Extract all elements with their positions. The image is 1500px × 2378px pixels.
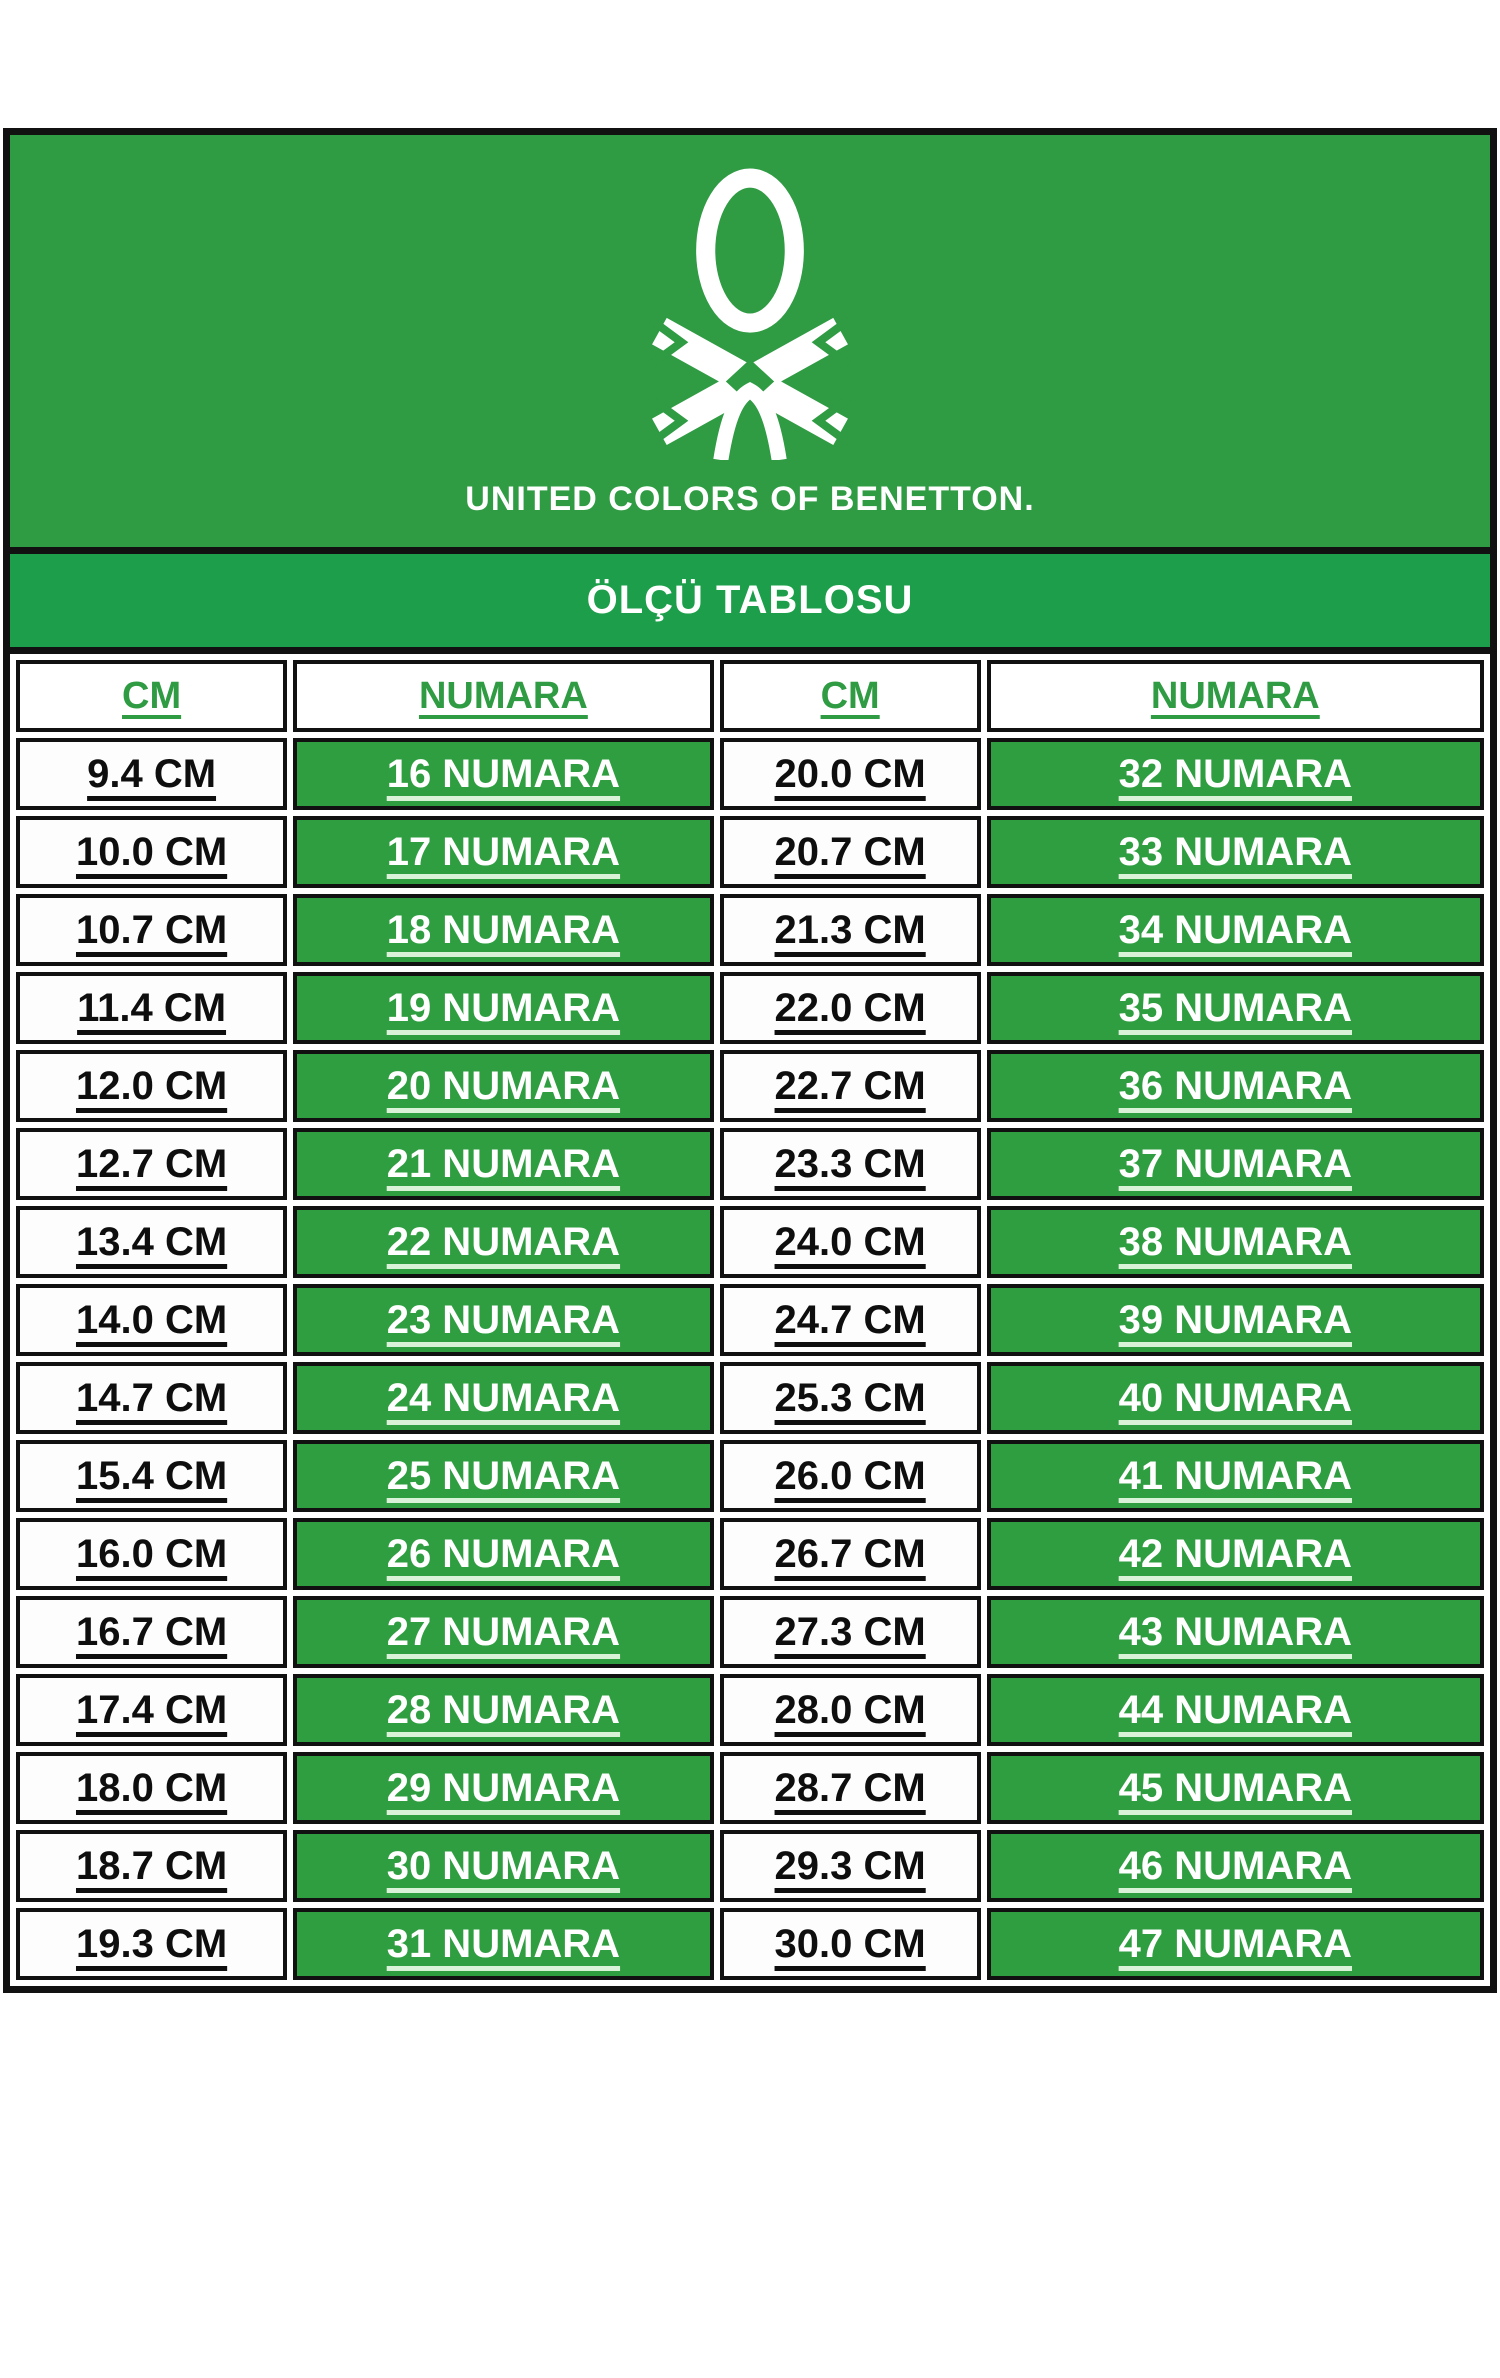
cm-cell: 12.7 CM: [16, 1128, 287, 1200]
cm-cell: 18.0 CM: [16, 1752, 287, 1824]
cm-cell: 20.7 CM: [720, 816, 981, 888]
cm-cell: 10.0 CM: [16, 816, 287, 888]
numara-cell: 45 NUMARA: [987, 1752, 1484, 1824]
cm-cell: 22.7 CM: [720, 1050, 981, 1122]
numara-cell: 36 NUMARA: [987, 1050, 1484, 1122]
numara-cell: 32 NUMARA: [987, 738, 1484, 810]
cm-cell: 29.3 CM: [720, 1830, 981, 1902]
numara-cell: 35 NUMARA: [987, 972, 1484, 1044]
numara-cell: 40 NUMARA: [987, 1362, 1484, 1434]
cm-cell: 22.0 CM: [720, 972, 981, 1044]
cm-cell: 11.4 CM: [16, 972, 287, 1044]
numara-cell: 39 NUMARA: [987, 1284, 1484, 1356]
cm-cell: 19.3 CM: [16, 1908, 287, 1980]
cm-cell: 28.0 CM: [720, 1674, 981, 1746]
numara-cell: 18 NUMARA: [293, 894, 714, 966]
table-row: [16, 1206, 1484, 1278]
cm-cell: 14.7 CM: [16, 1362, 287, 1434]
cm-cell: 17.4 CM: [16, 1674, 287, 1746]
numara-cell: 33 NUMARA: [987, 816, 1484, 888]
cm-cell: 18.7 CM: [16, 1830, 287, 1902]
table-row: [16, 738, 1484, 810]
table-row: [16, 1908, 1484, 1980]
column-header-numara-left: NUMARA: [293, 660, 714, 732]
numara-cell: 19 NUMARA: [293, 972, 714, 1044]
table-row: [16, 972, 1484, 1044]
table-row: [16, 1596, 1484, 1668]
table-row: [16, 1050, 1484, 1122]
numara-cell: 42 NUMARA: [987, 1518, 1484, 1590]
table-row: [16, 816, 1484, 888]
table-row: [16, 1518, 1484, 1590]
numara-cell: 17 NUMARA: [293, 816, 714, 888]
numara-cell: 34 NUMARA: [987, 894, 1484, 966]
size-chart-sheet: [3, 128, 1497, 1993]
column-header-row: [16, 660, 1484, 732]
numara-cell: 41 NUMARA: [987, 1440, 1484, 1512]
numara-cell: 30 NUMARA: [293, 1830, 714, 1902]
column-header-cm-left: CM: [16, 660, 287, 732]
numara-cell: 26 NUMARA: [293, 1518, 714, 1590]
cm-cell: 24.0 CM: [720, 1206, 981, 1278]
cm-cell: 23.3 CM: [720, 1128, 981, 1200]
cm-cell: 26.7 CM: [720, 1518, 981, 1590]
cm-cell: 30.0 CM: [720, 1908, 981, 1980]
numara-cell: 25 NUMARA: [293, 1440, 714, 1512]
cm-cell: 16.0 CM: [16, 1518, 287, 1590]
cm-cell: 24.7 CM: [720, 1284, 981, 1356]
size-table: [10, 647, 1490, 1986]
numara-cell: 22 NUMARA: [293, 1206, 714, 1278]
numara-cell: 44 NUMARA: [987, 1674, 1484, 1746]
numara-cell: 20 NUMARA: [293, 1050, 714, 1122]
numara-cell: 29 NUMARA: [293, 1752, 714, 1824]
cm-cell: 27.3 CM: [720, 1596, 981, 1668]
column-header-numara-right: NUMARA: [987, 660, 1484, 732]
cm-cell: 25.3 CM: [720, 1362, 981, 1434]
table-title: ÖLÇÜ TABLOSU: [586, 578, 914, 622]
cm-cell: 12.0 CM: [16, 1050, 287, 1122]
numara-cell: 24 NUMARA: [293, 1362, 714, 1434]
numara-cell: 43 NUMARA: [987, 1596, 1484, 1668]
numara-cell: 21 NUMARA: [293, 1128, 714, 1200]
numara-cell: 16 NUMARA: [293, 738, 714, 810]
brand-header: [10, 135, 1490, 547]
cm-cell: 20.0 CM: [720, 738, 981, 810]
table-title-banner: [10, 547, 1490, 647]
numara-cell: 37 NUMARA: [987, 1128, 1484, 1200]
column-header-cm-right: CM: [720, 660, 981, 732]
size-table-body: [16, 738, 1484, 1980]
cm-cell: 10.7 CM: [16, 894, 287, 966]
numara-cell: 31 NUMARA: [293, 1908, 714, 1980]
brand-wordmark: UNITED COLORS OF BENETTON.: [465, 480, 1035, 518]
numara-cell: 27 NUMARA: [293, 1596, 714, 1668]
table-row: [16, 1830, 1484, 1902]
table-row: [16, 1128, 1484, 1200]
cm-cell: 21.3 CM: [720, 894, 981, 966]
table-row: [16, 1752, 1484, 1824]
table-row: [16, 1284, 1484, 1356]
cm-cell: 26.0 CM: [720, 1440, 981, 1512]
cm-cell: 15.4 CM: [16, 1440, 287, 1512]
cm-cell: 14.0 CM: [16, 1284, 287, 1356]
table-row: [16, 1440, 1484, 1512]
table-row: [16, 1362, 1484, 1434]
cm-cell: 28.7 CM: [720, 1752, 981, 1824]
benetton-knot-logo-icon: [649, 168, 851, 460]
cm-cell: 13.4 CM: [16, 1206, 287, 1278]
cm-cell: 9.4 CM: [16, 738, 287, 810]
table-row: [16, 894, 1484, 966]
cm-cell: 16.7 CM: [16, 1596, 287, 1668]
numara-cell: 38 NUMARA: [987, 1206, 1484, 1278]
numara-cell: 46 NUMARA: [987, 1830, 1484, 1902]
numara-cell: 47 NUMARA: [987, 1908, 1484, 1980]
table-row: [16, 1674, 1484, 1746]
numara-cell: 23 NUMARA: [293, 1284, 714, 1356]
numara-cell: 28 NUMARA: [293, 1674, 714, 1746]
